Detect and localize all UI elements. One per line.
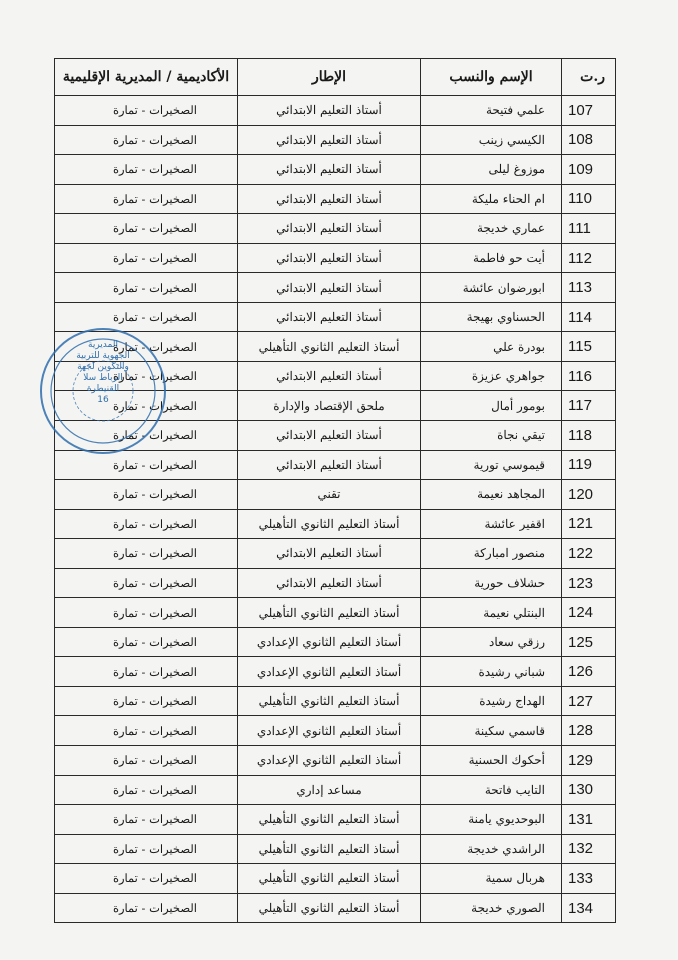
table-row (55, 864, 616, 894)
stamp-line: القنيطرة (86, 384, 120, 394)
row-number: 107 (562, 96, 616, 126)
stamp-line: الجهوية للتربية (76, 351, 130, 361)
row-name: بودرة علي (421, 332, 562, 362)
row-name: البوحديوي يامنة (421, 805, 562, 835)
row-number: 130 (562, 775, 616, 805)
row-number: 122 (562, 539, 616, 569)
table-row (55, 509, 616, 539)
row-number: 124 (562, 598, 616, 628)
row-name: التايب فاتحة (421, 775, 562, 805)
row-rank: أستاذ التعليم الثانوي التأهيلي (238, 893, 421, 923)
row-name: البنتلي نعيمة (421, 598, 562, 628)
row-directorate: الصخيرات - تمارة (55, 361, 238, 391)
table-row (55, 568, 616, 598)
row-rank: أستاذ التعليم الابتدائي (238, 125, 421, 155)
row-directorate: الصخيرات - تمارة (55, 716, 238, 746)
row-number: 121 (562, 509, 616, 539)
row-name: الهداج رشيدة (421, 686, 562, 716)
row-directorate: الصخيرات - تمارة (55, 243, 238, 273)
row-directorate: الصخيرات - تمارة (55, 893, 238, 923)
table-row (55, 598, 616, 628)
row-directorate: الصخيرات - تمارة (55, 746, 238, 776)
row-rank: ملحق الإقتصاد والإدارة (238, 391, 421, 421)
row-number: 134 (562, 893, 616, 923)
row-rank: أستاذ التعليم الثانوي التأهيلي (238, 686, 421, 716)
row-rank: أستاذ التعليم الابتدائي (238, 155, 421, 185)
row-number: 114 (562, 302, 616, 332)
row-name: تيقي نجاة (421, 421, 562, 451)
row-rank: أستاذ التعليم الابتدائي (238, 243, 421, 273)
row-number: 131 (562, 805, 616, 835)
row-name: بومور أمال (421, 391, 562, 421)
row-rank: أستاذ التعليم الثانوي التأهيلي (238, 332, 421, 362)
row-rank: أستاذ التعليم الابتدائي (238, 302, 421, 332)
header-row (55, 59, 616, 96)
row-name: موزوغ ليلى (421, 155, 562, 185)
stamp-text (60, 340, 146, 406)
row-directorate: الصخيرات - تمارة (55, 627, 238, 657)
row-number: 118 (562, 421, 616, 451)
row-directorate: الصخيرات - تمارة (55, 421, 238, 451)
row-directorate: الصخيرات - تمارة (55, 834, 238, 864)
row-number: 127 (562, 686, 616, 716)
row-name: عماري خديجة (421, 214, 562, 244)
table-row (55, 657, 616, 687)
stamp-line: الرباط سلا (83, 373, 123, 383)
table-body (55, 96, 616, 923)
row-number: 110 (562, 184, 616, 214)
row-rank: أستاذ التعليم الثانوي الإعدادي (238, 746, 421, 776)
row-name: ابورضوان عائشة (421, 273, 562, 303)
row-number: 116 (562, 361, 616, 391)
row-number: 119 (562, 450, 616, 480)
row-number: 109 (562, 155, 616, 185)
header-name: الإسم والنسب (421, 59, 562, 96)
row-name: قيموسي تورية (421, 450, 562, 480)
row-directorate: الصخيرات - تمارة (55, 864, 238, 894)
row-name: قاسمي سكينة (421, 716, 562, 746)
table-row (55, 627, 616, 657)
stamp-line: المديرية (88, 340, 118, 350)
table-row (55, 302, 616, 332)
row-number: 125 (562, 627, 616, 657)
row-rank: أستاذ التعليم الابتدائي (238, 539, 421, 569)
table-row (55, 450, 616, 480)
row-directorate: الصخيرات - تمارة (55, 775, 238, 805)
row-name: المجاهد نعيمة (421, 480, 562, 510)
row-rank: مساعد إداري (238, 775, 421, 805)
table-row (55, 421, 616, 451)
row-number: 132 (562, 834, 616, 864)
row-name: الراشدي خديجة (421, 834, 562, 864)
table-row (55, 893, 616, 923)
table-row (55, 184, 616, 214)
row-number: 108 (562, 125, 616, 155)
row-directorate: الصخيرات - تمارة (55, 480, 238, 510)
table-row (55, 125, 616, 155)
row-rank: أستاذ التعليم الابتدائي (238, 568, 421, 598)
row-directorate: الصخيرات - تمارة (55, 302, 238, 332)
row-number: 128 (562, 716, 616, 746)
table-row (55, 155, 616, 185)
row-rank: أستاذ التعليم الابتدائي (238, 361, 421, 391)
row-directorate: الصخيرات - تمارة (55, 568, 238, 598)
row-name: علمي فتيحة (421, 96, 562, 126)
row-directorate: الصخيرات - تمارة (55, 598, 238, 628)
row-directorate: الصخيرات - تمارة (55, 450, 238, 480)
row-directorate: الصخيرات - تمارة (55, 125, 238, 155)
table-row (55, 746, 616, 776)
table-row (55, 805, 616, 835)
staff-table (54, 58, 616, 923)
row-name: أحكوك الحسنية (421, 746, 562, 776)
row-directorate: الصخيرات - تمارة (55, 273, 238, 303)
row-name: جواهري عزيزة (421, 361, 562, 391)
table-header (55, 59, 616, 96)
row-number: 115 (562, 332, 616, 362)
row-rank: أستاذ التعليم الثانوي التأهيلي (238, 805, 421, 835)
row-number: 113 (562, 273, 616, 303)
table-row (55, 243, 616, 273)
row-directorate: الصخيرات - تمارة (55, 686, 238, 716)
row-directorate: الصخيرات - تمارة (55, 539, 238, 569)
row-directorate: الصخيرات - تمارة (55, 184, 238, 214)
table-row (55, 539, 616, 569)
row-name: حشلاف حورية (421, 568, 562, 598)
row-rank: تقني (238, 480, 421, 510)
row-number: 120 (562, 480, 616, 510)
table-row (55, 716, 616, 746)
row-name: اقفير عائشة (421, 509, 562, 539)
row-directorate: الصخيرات - تمارة (55, 657, 238, 687)
header-rank: الإطار (238, 59, 421, 96)
row-rank: أستاذ التعليم الابتدائي (238, 214, 421, 244)
row-directorate: الصخيرات - تمارة (55, 332, 238, 362)
row-name: شباني رشيدة (421, 657, 562, 687)
table-row (55, 273, 616, 303)
row-directorate: الصخيرات - تمارة (55, 805, 238, 835)
row-rank: أستاذ التعليم الثانوي الإعدادي (238, 716, 421, 746)
row-name: الكيسي زينب (421, 125, 562, 155)
row-name: أيت حو فاطمة (421, 243, 562, 273)
row-rank: أستاذ التعليم الثانوي الإعدادي (238, 657, 421, 687)
table-row (55, 214, 616, 244)
row-rank: أستاذ التعليم الثانوي التأهيلي (238, 509, 421, 539)
row-rank: أستاذ التعليم الابتدائي (238, 273, 421, 303)
row-rank: أستاذ التعليم الابتدائي (238, 421, 421, 451)
row-number: 133 (562, 864, 616, 894)
row-name: ام الحناء مليكة (421, 184, 562, 214)
row-rank: أستاذ التعليم الابتدائي (238, 450, 421, 480)
table-row (55, 775, 616, 805)
row-directorate: الصخيرات - تمارة (55, 214, 238, 244)
table-row (55, 686, 616, 716)
row-directorate: الصخيرات - تمارة (55, 391, 238, 421)
row-directorate: الصخيرات - تمارة (55, 96, 238, 126)
row-number: 112 (562, 243, 616, 273)
table-row (55, 480, 616, 510)
header-number: ر.ت (562, 59, 616, 96)
row-name: الصوري خديجة (421, 893, 562, 923)
row-number: 111 (562, 214, 616, 244)
row-name: رزقي سعاد (421, 627, 562, 657)
row-rank: أستاذ التعليم الابتدائي (238, 96, 421, 126)
row-number: 126 (562, 657, 616, 687)
row-directorate: الصخيرات - تمارة (55, 155, 238, 185)
row-name: منصور امباركة (421, 539, 562, 569)
row-number: 123 (562, 568, 616, 598)
row-number: 117 (562, 391, 616, 421)
row-name: هربال سمية (421, 864, 562, 894)
table-row (55, 96, 616, 126)
row-rank: أستاذ التعليم الثانوي التأهيلي (238, 864, 421, 894)
row-rank: أستاذ التعليم الابتدائي (238, 184, 421, 214)
row-number: 129 (562, 746, 616, 776)
stamp-line: 16 (97, 395, 109, 405)
row-rank: أستاذ التعليم الثانوي التأهيلي (238, 598, 421, 628)
table-row (55, 834, 616, 864)
header-directorate: الأكاديمية / المديرية الإقليمية (55, 59, 238, 96)
stamp-line: والتكوين لجهة (77, 362, 129, 372)
row-rank: أستاذ التعليم الثانوي التأهيلي (238, 834, 421, 864)
row-directorate: الصخيرات - تمارة (55, 509, 238, 539)
row-rank: أستاذ التعليم الثانوي الإعدادي (238, 627, 421, 657)
row-name: الحسناوي بهيجة (421, 302, 562, 332)
